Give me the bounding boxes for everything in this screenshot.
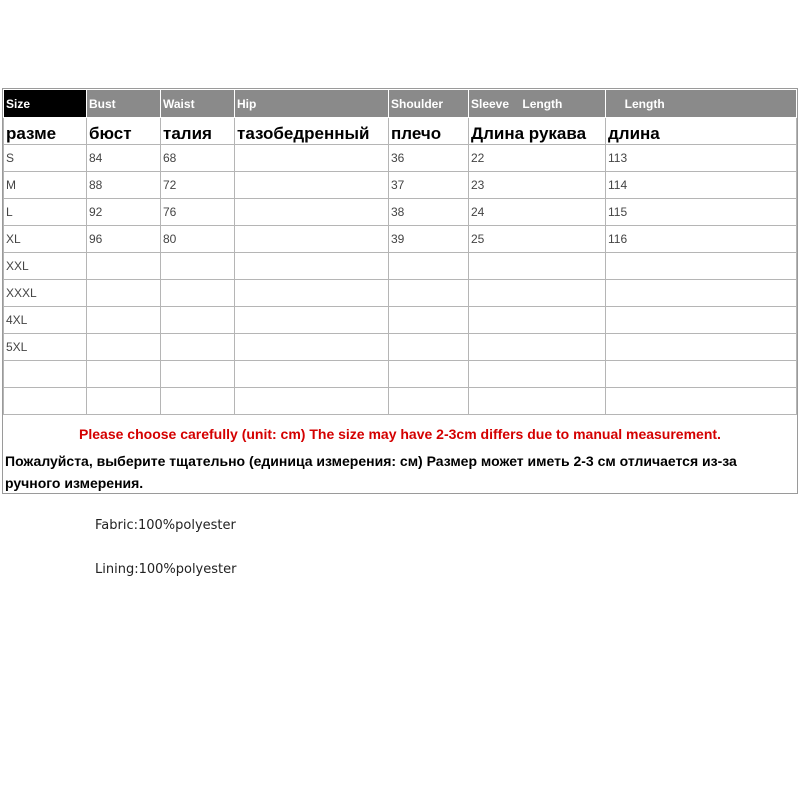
table-row-cell bbox=[389, 307, 469, 334]
header-row-en-cell: Length bbox=[606, 90, 797, 118]
table-row-cell bbox=[389, 361, 469, 388]
table-row-cell bbox=[606, 307, 797, 334]
table-row-cell: S bbox=[4, 145, 87, 172]
table-row-cell bbox=[235, 361, 389, 388]
table-row bbox=[4, 145, 797, 172]
table-row-cell bbox=[161, 388, 235, 415]
fabric-info: Fabric:100%polyester bbox=[95, 518, 236, 533]
table-row-cell: 5XL bbox=[4, 334, 87, 361]
table-row-cell bbox=[235, 334, 389, 361]
size-table bbox=[3, 89, 797, 415]
table-row-cell: 25 bbox=[469, 226, 606, 253]
table-row-cell bbox=[161, 253, 235, 280]
table-row-cell bbox=[235, 199, 389, 226]
table-row-cell bbox=[606, 334, 797, 361]
header-row-ru-cell: плечо bbox=[389, 118, 469, 145]
table-row-cell bbox=[87, 280, 161, 307]
table-row-cell bbox=[235, 172, 389, 199]
table-row-cell: 4XL bbox=[4, 307, 87, 334]
table-row-cell bbox=[4, 388, 87, 415]
table-row bbox=[4, 172, 797, 199]
table-row-cell bbox=[606, 361, 797, 388]
table-row-cell: 116 bbox=[606, 226, 797, 253]
table-row-cell bbox=[235, 280, 389, 307]
header-row-en-cell: Shoulder bbox=[389, 90, 469, 118]
table-row-cell: 38 bbox=[389, 199, 469, 226]
header-row-en-cell: Bust bbox=[87, 90, 161, 118]
header-row-en bbox=[4, 90, 797, 118]
table-row-cell bbox=[389, 334, 469, 361]
header-row-ru-cell: длина bbox=[606, 118, 797, 145]
table-row-cell: 22 bbox=[469, 145, 606, 172]
measurement-note-en: Please choose carefully (unit: cm) The size may have 2-3cm differs due to manual measurement. bbox=[79, 426, 721, 442]
table-row-cell bbox=[161, 334, 235, 361]
table-row-cell bbox=[235, 226, 389, 253]
table-row-cell: 88 bbox=[87, 172, 161, 199]
header-row-ru-cell: тазобедренный bbox=[235, 118, 389, 145]
table-row-cell: 76 bbox=[161, 199, 235, 226]
table-row-cell bbox=[235, 145, 389, 172]
header-row-en-cell: Size bbox=[4, 90, 87, 118]
table-row bbox=[4, 388, 797, 415]
table-row-cell bbox=[87, 307, 161, 334]
table-row-cell: 24 bbox=[469, 199, 606, 226]
table-row-cell bbox=[87, 253, 161, 280]
table-row-cell: L bbox=[4, 199, 87, 226]
table-row-cell bbox=[389, 253, 469, 280]
table-row-cell bbox=[469, 361, 606, 388]
table-row-cell: 92 bbox=[87, 199, 161, 226]
table-row bbox=[4, 334, 797, 361]
lining-info: Lining:100%polyester bbox=[95, 562, 237, 577]
table-row-cell bbox=[87, 361, 161, 388]
table-row-cell bbox=[161, 280, 235, 307]
measurement-note-ru: Пожалуйста, выберите тщательно (единица измерения: см) Размер может иметь 2-3 см отличается из-за ручного измерения. bbox=[5, 453, 737, 491]
table-row-cell bbox=[606, 280, 797, 307]
table-row-cell: 114 bbox=[606, 172, 797, 199]
table-row-cell: 68 bbox=[161, 145, 235, 172]
table-row-cell bbox=[469, 253, 606, 280]
table-row bbox=[4, 307, 797, 334]
table-row-cell bbox=[235, 307, 389, 334]
table-row-cell bbox=[469, 307, 606, 334]
table-row bbox=[4, 361, 797, 388]
table-row bbox=[4, 199, 797, 226]
table-row-cell: 37 bbox=[389, 172, 469, 199]
table-row-cell bbox=[469, 334, 606, 361]
table-row bbox=[4, 253, 797, 280]
table-row-cell: XXL bbox=[4, 253, 87, 280]
table-row-cell bbox=[235, 253, 389, 280]
table-row-cell: 80 bbox=[161, 226, 235, 253]
table-row-cell bbox=[469, 388, 606, 415]
table-row-cell bbox=[389, 280, 469, 307]
header-row-ru-cell: талия bbox=[161, 118, 235, 145]
table-row-cell bbox=[606, 253, 797, 280]
table-row-cell: XXXL bbox=[4, 280, 87, 307]
header-row-ru-cell: Длина рукава bbox=[469, 118, 606, 145]
table-row-cell: 72 bbox=[161, 172, 235, 199]
table-row-cell bbox=[606, 388, 797, 415]
table-row-cell: 115 bbox=[606, 199, 797, 226]
table-row-cell bbox=[389, 388, 469, 415]
table-row-cell bbox=[87, 334, 161, 361]
table-row-cell: 39 bbox=[389, 226, 469, 253]
table-row-cell: XL bbox=[4, 226, 87, 253]
header-row-ru-cell: бюст bbox=[87, 118, 161, 145]
table-row-cell bbox=[87, 388, 161, 415]
header-row-ru-cell: разме bbox=[4, 118, 87, 145]
header-row-ru bbox=[4, 118, 797, 145]
table-row-cell: 96 bbox=[87, 226, 161, 253]
table-row-cell bbox=[469, 280, 606, 307]
table-row-cell: 84 bbox=[87, 145, 161, 172]
header-row-en-cell: Hip bbox=[235, 90, 389, 118]
size-chart bbox=[2, 88, 798, 494]
table-row-cell: 23 bbox=[469, 172, 606, 199]
header-row-en-cell: Sleeve Length bbox=[469, 90, 606, 118]
table-row-cell: M bbox=[4, 172, 87, 199]
table-row-cell: 36 bbox=[389, 145, 469, 172]
table-row bbox=[4, 226, 797, 253]
table-row-cell: 113 bbox=[606, 145, 797, 172]
table-row-cell bbox=[235, 388, 389, 415]
table-row-cell bbox=[161, 361, 235, 388]
table-row bbox=[4, 280, 797, 307]
table-row-cell bbox=[4, 361, 87, 388]
table-row-cell bbox=[161, 307, 235, 334]
header-row-en-cell: Waist bbox=[161, 90, 235, 118]
